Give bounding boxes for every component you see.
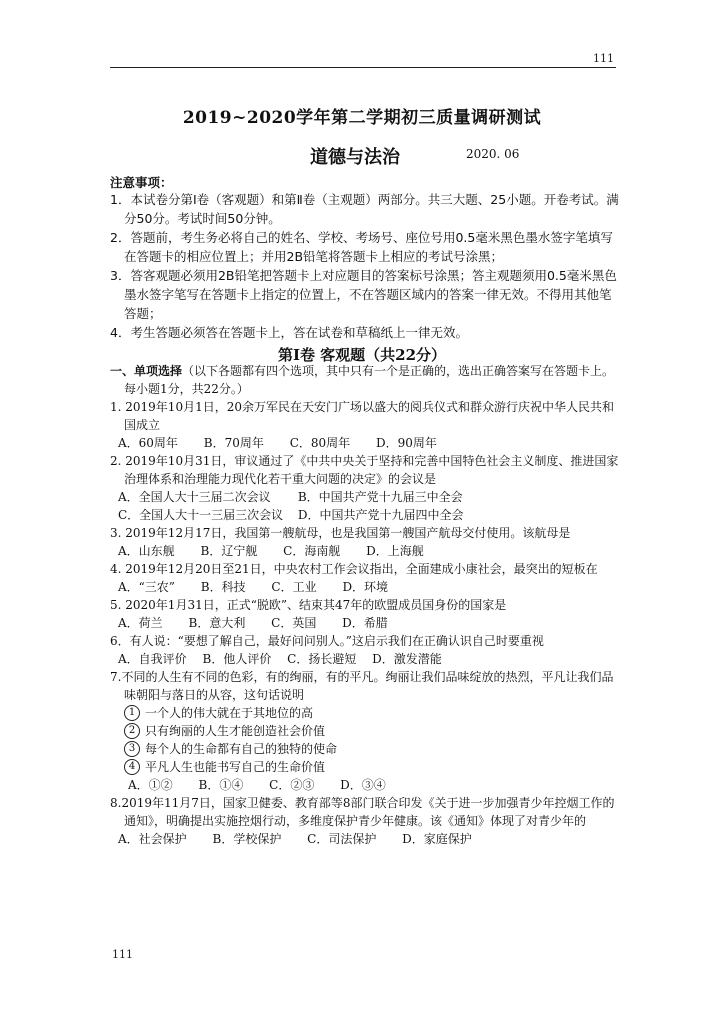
subtitle-row (0, 143, 724, 168)
option: B．意大利 (188, 616, 246, 630)
question-area (110, 362, 622, 848)
statement (124, 740, 622, 758)
option: C．英国 (271, 616, 317, 630)
note-item: 3．答客观题必须用2B铅笔把答题卡上对应题目的答案标号涂黑；答主观题须用0.5毫米黑色墨水签字笔写在答题卡上指定的位置上，不在答题区域内的答案一律无效。不得用其他笔答题； (110, 268, 617, 321)
option: D．家庭保护 (402, 832, 472, 846)
option: D．环境 (342, 580, 389, 594)
question-stem: 3. 2019年12月17日，我国第一艘航母，也是我国第一艘国产航母交付使用。该航母是 (110, 526, 571, 540)
option: B．70周年 (203, 436, 264, 450)
option: B．中国共产党十九届三中全会 (297, 490, 463, 504)
option: B．辽宁舰 (200, 544, 258, 558)
option: A．60周年 (118, 436, 178, 450)
notes-heading: 注意事项： (110, 175, 173, 190)
option: A．①② (128, 778, 173, 792)
question-stem: 5. 2020年1月31日，正式“脱欧”、结束其47年的欧盟成员国身份的国家是 (110, 598, 507, 612)
question-stem: 4. 2019年12月20日至21日，中央农村工作会议指出，全面建成小康社会，最突出的短板在 (110, 562, 598, 576)
statement (124, 722, 622, 740)
statement-text: 每个人的生命都有自己的独特的使命 (145, 742, 338, 756)
option: C．②③ (269, 778, 315, 792)
option-row (118, 578, 622, 596)
question-stem: 7.不同的人生有不同的色彩，有的绚丽，有的平凡。绚丽让我们品味绽放的热烈，平凡让我们品味朝阳与落日的从容，这句话说明 (110, 670, 614, 702)
footer-page-number: 111 (112, 948, 133, 961)
question-stem: 2. 2019年10月31日，审议通过了《中共中央关于坚持和完善中国特色社会主义制度、推进国家治理体系和治理能力现代化若干重大问题的决定》的会议是 (110, 454, 619, 486)
note-item: 2．答题前，考生务必将自己的姓名、学校、考场号、座位号用0.5毫米黑色墨水签字笔填写在答题卡的相应位置上；并用2B铅笔将答题卡上相应的考试号涂黑； (110, 230, 613, 264)
option: C．80周年 (289, 436, 351, 450)
circled-number: 3 (124, 741, 140, 757)
option: A．自我评价 (118, 652, 187, 666)
note-item: 4．考生答题必须答在答题卡上，答在试卷和草稿纸上一律无效。 (110, 325, 468, 340)
option: C．全国人大十一三届三次会议 (118, 508, 284, 522)
option: B．①④ (198, 778, 244, 792)
option: A．山东舰 (118, 544, 175, 558)
option: D．90周年 (375, 436, 437, 450)
option-row (118, 650, 622, 668)
statement-text: 一个人的伟大就在于其地位的高 (145, 706, 314, 720)
statement-text: 只有绚丽的人生才能创造社会价值 (145, 724, 326, 738)
option-row (118, 614, 622, 632)
option: A．“三农” (118, 580, 175, 594)
header-rule (110, 67, 616, 68)
option: A．荷兰 (118, 616, 163, 630)
option-row (118, 542, 622, 560)
note-item: 1．本试卷分第Ⅰ卷（客观题）和第Ⅱ卷（主观题）两部分。共三大题、25小题。开卷考试。满分50分。考试时间50分钟。 (110, 192, 619, 226)
section-label: 一、单项选择 (110, 364, 183, 378)
option: C．司法保护 (307, 832, 377, 846)
option: D．上海舰 (366, 544, 424, 558)
exam-date: 2020. 06 (466, 147, 520, 161)
question-stem: 8.2019年11月7日，国家卫健委、教育部等8部门联合印发《关于进一步加强青少年控烟工作的通知》，明确提出实施控烟行动，多维度保护青少年健康。该《通知》体现了对青少年的 (110, 796, 615, 828)
question-stem: 1. 2019年10月1日，20余万军民在天安门广场以盛大的阅兵仪式和群众游行庆祝中华人民共和国成立 (110, 400, 614, 432)
statement (124, 758, 622, 776)
circled-number: 2 (124, 723, 140, 739)
option: D．激发潜能 (372, 652, 442, 666)
section-title: 第Ⅰ卷 客观题（共22分） (277, 346, 447, 364)
section-instructions: （以下各题都有四个选项，其中只有一个是正确的，选出正确答案写在答题卡上。每小题1分，共22分。） (124, 364, 615, 396)
option: C．工业 (271, 580, 317, 594)
option-row (118, 506, 622, 524)
notes-list (110, 190, 620, 342)
option-row (118, 488, 622, 506)
section-heading (110, 362, 622, 398)
option-row (118, 830, 622, 848)
option: A．全国人大十三届二次会议 (118, 490, 271, 504)
circled-number: 1 (124, 705, 140, 721)
option: C．扬长避短 (287, 652, 357, 666)
statement-text: 平凡人生也能书写自己的生命价值 (145, 760, 326, 774)
circled-number: 4 (124, 759, 140, 775)
option: D．中国共产党十九届四中全会 (297, 508, 464, 522)
option: B．科技 (200, 580, 246, 594)
option: B．学校保护 (212, 832, 282, 846)
subject-title: 道德与法治 (310, 147, 400, 168)
option: C．海南舰 (283, 544, 341, 558)
option: D．希腊 (342, 616, 388, 630)
option-row (128, 776, 622, 794)
option-row (118, 434, 622, 452)
exam-title: 2019~2020学年第二学期初三质量调研测试 (182, 108, 542, 128)
option: D．③④ (340, 778, 386, 792)
question-stem: 6．有人说：“要想了解自己，最好问问别人。”这启示我们在正确认识自己时要重视 (110, 634, 544, 648)
option: B．他人评价 (202, 652, 272, 666)
header-page-number: 111 (593, 52, 614, 65)
statement (124, 704, 622, 722)
option: A．社会保护 (118, 832, 187, 846)
